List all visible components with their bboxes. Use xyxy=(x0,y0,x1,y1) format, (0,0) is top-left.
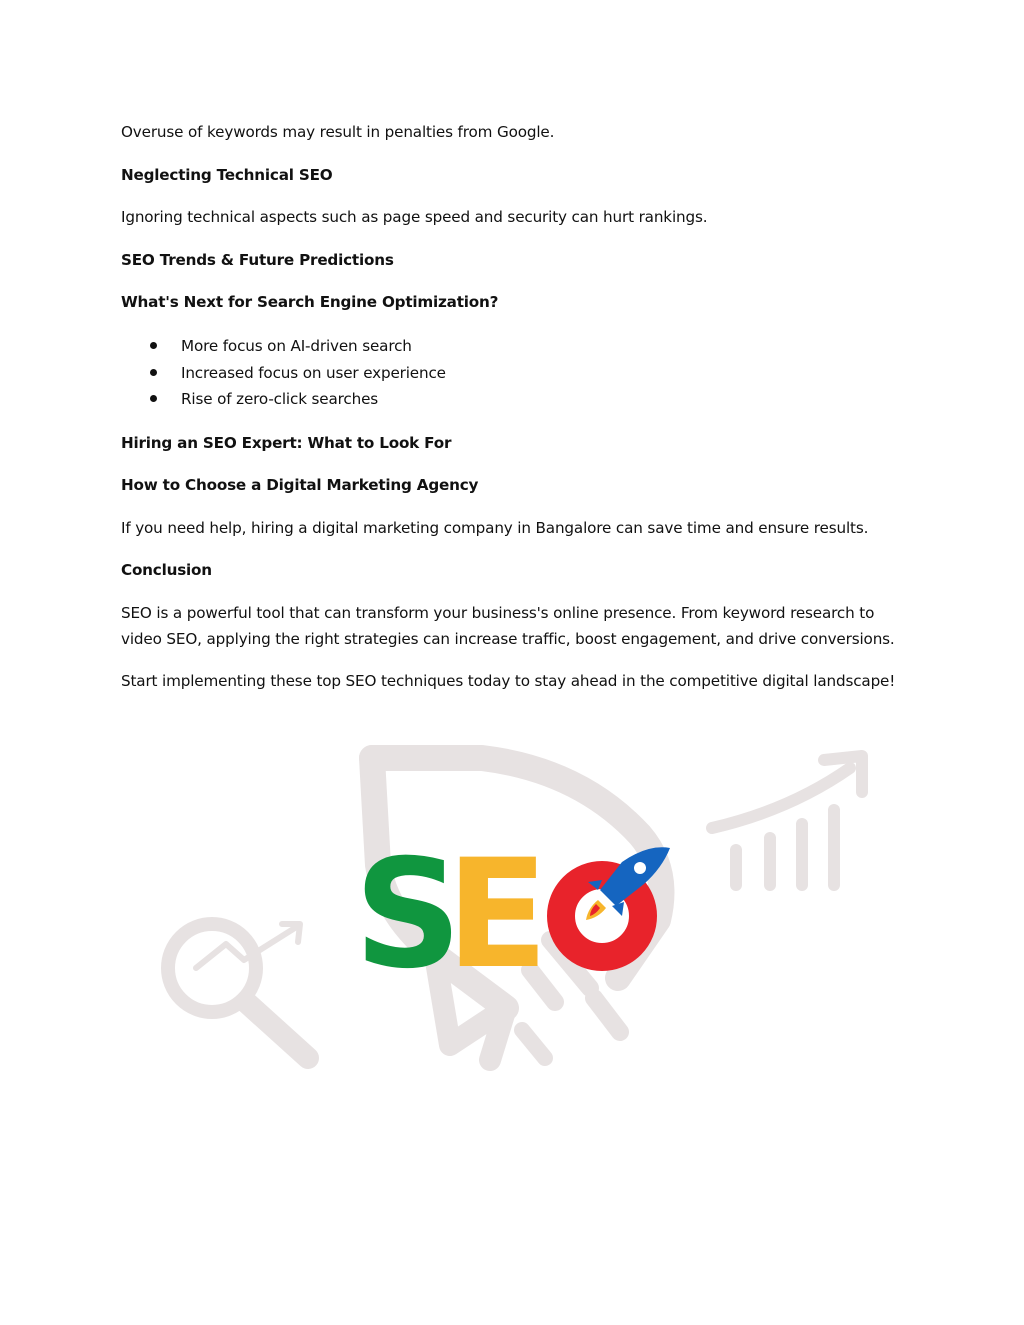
heading-conclusion: Conclusion xyxy=(121,561,212,579)
list-item-text: More focus on AI-driven search xyxy=(181,337,412,355)
bar-chart-growth-icon xyxy=(712,756,862,885)
heading-neglecting-technical-seo: Neglecting Technical SEO xyxy=(121,166,333,184)
bullet-icon xyxy=(150,342,157,349)
bullet-icon xyxy=(150,369,157,376)
paragraph-technical-seo: Ignoring technical aspects such as page speed and security can hurt rankings. xyxy=(121,208,708,226)
paragraph-conclusion-line-2: video SEO, applying the right strategies can increase traffic, boost engagement, and drive conversions. xyxy=(121,630,895,648)
paragraph-closing: Start implementing these top SEO techniques today to stay ahead in the competitive digital landscape! xyxy=(121,672,896,690)
heading-seo-trends: SEO Trends & Future Predictions xyxy=(121,251,394,269)
magnifier-chart-icon xyxy=(168,924,308,1058)
heading-whats-next: What's Next for Search Engine Optimization? xyxy=(121,293,499,311)
seo-letter-s: S xyxy=(354,828,463,1002)
bullet-icon xyxy=(150,395,157,402)
paragraph-agency: If you need help, hiring a digital marketing company in Bangalore can save time and ensure results. xyxy=(121,519,869,537)
list-item-text: Increased focus on user experience xyxy=(181,363,446,382)
list-item-text: Rise of zero-click searches xyxy=(181,390,379,409)
heading-choose-agency: How to Choose a Digital Marketing Agency xyxy=(121,476,479,494)
seo-illustration xyxy=(150,740,880,1080)
heading-hiring-seo-expert: Hiring an SEO Expert: What to Look For xyxy=(121,434,452,452)
paragraph-conclusion-line-1: SEO is a powerful tool that can transform your business's online presence. From keyword research to xyxy=(121,604,875,622)
seo-letter-e: E xyxy=(446,828,549,1002)
paragraph-keyword-overuse: Overuse of keywords may result in penalties from Google. xyxy=(121,123,555,141)
